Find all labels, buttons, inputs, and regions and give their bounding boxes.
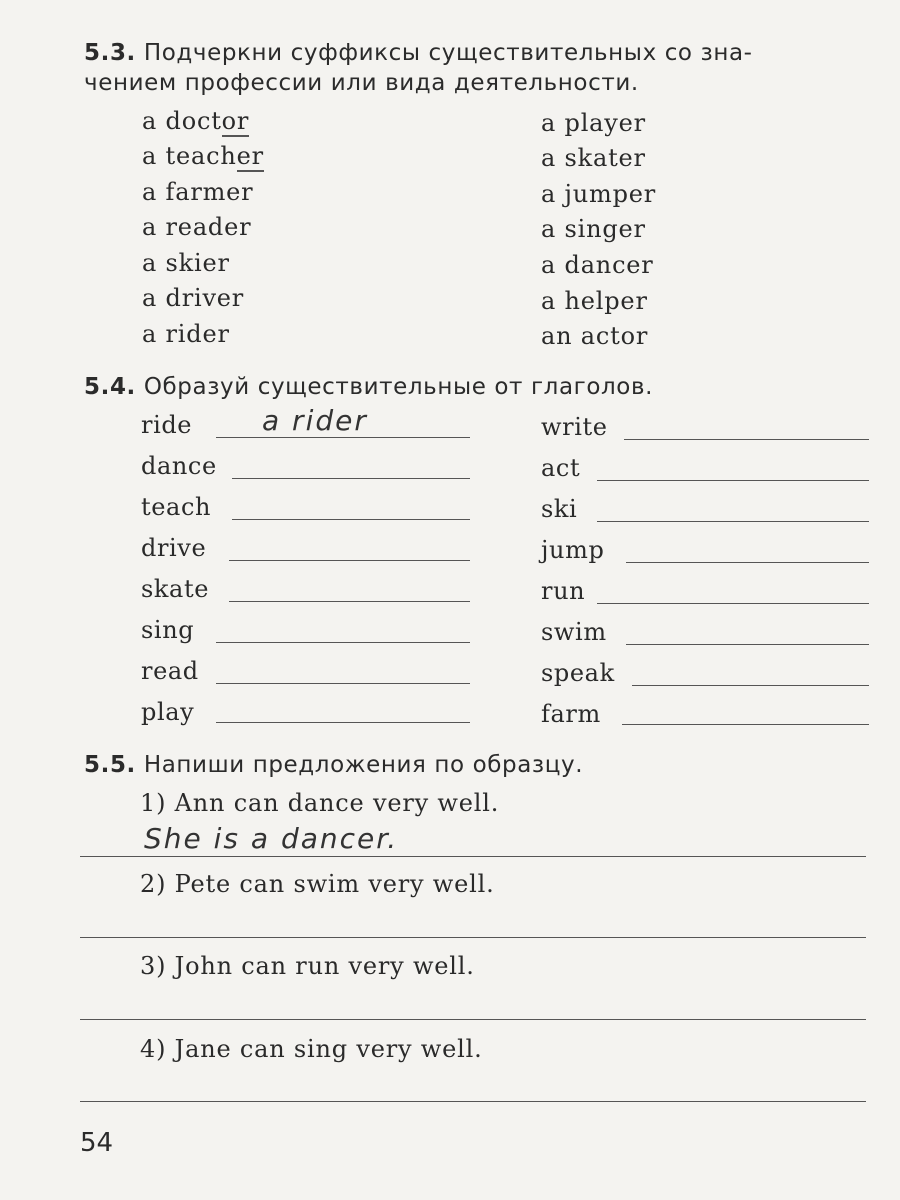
example-sentence: 1) Ann can dance very well. <box>140 789 500 817</box>
word-item: a doctor <box>142 107 250 135</box>
verb-label: swim <box>541 618 607 646</box>
task-5-3-heading <box>84 36 753 70</box>
word-item: a helper <box>541 287 648 315</box>
word-item: a jumper <box>541 180 657 208</box>
task-5-4-heading <box>84 370 653 404</box>
answer-line[interactable] <box>229 560 470 561</box>
answer-line[interactable] <box>216 683 470 684</box>
example-sentence: 2) Pete can swim very well. <box>140 870 495 898</box>
answer-line[interactable] <box>80 1019 866 1020</box>
word-item: a dancer <box>541 251 654 279</box>
verb-label: teach <box>141 493 212 521</box>
handwritten-answer: She is a dancer. <box>144 822 399 855</box>
answer-line[interactable] <box>232 519 470 520</box>
answer-line[interactable] <box>216 642 470 643</box>
answer-line[interactable] <box>80 1101 866 1102</box>
verb-label: read <box>141 657 199 685</box>
task-5-5-heading <box>84 748 583 782</box>
verb-label: act <box>541 454 581 482</box>
verb-label: ride <box>141 411 193 439</box>
example-sentence: 3) John can run very well. <box>140 952 475 980</box>
word-item: a singer <box>541 215 646 243</box>
word-item: an actor <box>541 322 649 350</box>
handwritten-answer: a rider <box>262 404 368 437</box>
task-5-5-number: 5.5. <box>84 752 136 778</box>
answer-line[interactable] <box>632 685 869 686</box>
answer-line[interactable] <box>80 937 866 938</box>
task-5-3-heading-line2 <box>84 66 639 100</box>
answer-line[interactable] <box>229 601 470 602</box>
answer-line[interactable] <box>232 478 470 479</box>
word-item: a skater <box>541 144 646 172</box>
answer-line[interactable] <box>626 562 869 563</box>
answer-line[interactable] <box>597 521 869 522</box>
verb-label: sing <box>141 616 195 644</box>
verb-label: farm <box>541 700 601 728</box>
word-item: a player <box>541 109 646 137</box>
verb-label: dance <box>141 452 217 480</box>
verb-label: run <box>541 577 586 605</box>
verb-label: ski <box>541 495 578 523</box>
word-item: a skier <box>142 249 230 277</box>
word-item: a reader <box>142 213 252 241</box>
answer-line[interactable] <box>624 439 869 440</box>
verb-label: jump <box>541 536 605 564</box>
underlined-suffix: er <box>236 142 264 170</box>
verb-label: speak <box>541 659 615 687</box>
answer-line[interactable] <box>626 644 869 645</box>
answer-line[interactable] <box>622 724 869 725</box>
answer-line[interactable] <box>80 856 866 857</box>
word-item: a driver <box>142 284 245 312</box>
verb-label: play <box>141 698 195 726</box>
answer-line[interactable] <box>216 437 470 438</box>
verb-label: write <box>541 413 608 441</box>
word-item: a farmer <box>142 178 254 206</box>
answer-line[interactable] <box>597 603 869 604</box>
task-5-4-title: Образуй существительные от глаголов. <box>143 374 654 400</box>
answer-line[interactable] <box>597 480 869 481</box>
underlined-suffix: or <box>221 107 250 135</box>
task-5-3-number: 5.3. <box>84 40 136 66</box>
word-item: a teacher <box>142 142 264 170</box>
task-5-3-title-line2: чением профессии или вида деятельности. <box>84 70 639 96</box>
verb-label: drive <box>141 534 207 562</box>
task-5-5-title: Напиши предложения по образцу. <box>143 752 584 778</box>
answer-line[interactable] <box>216 722 470 723</box>
verb-label: skate <box>141 575 210 603</box>
page-number: 54 <box>80 1128 114 1158</box>
task-5-4-number: 5.4. <box>84 374 136 400</box>
example-sentence: 4) Jane can sing very well. <box>140 1035 483 1063</box>
word-item: a rider <box>142 320 230 348</box>
task-5-3-title-line1: Подчеркни суффиксы существительных со зна- <box>143 40 753 66</box>
